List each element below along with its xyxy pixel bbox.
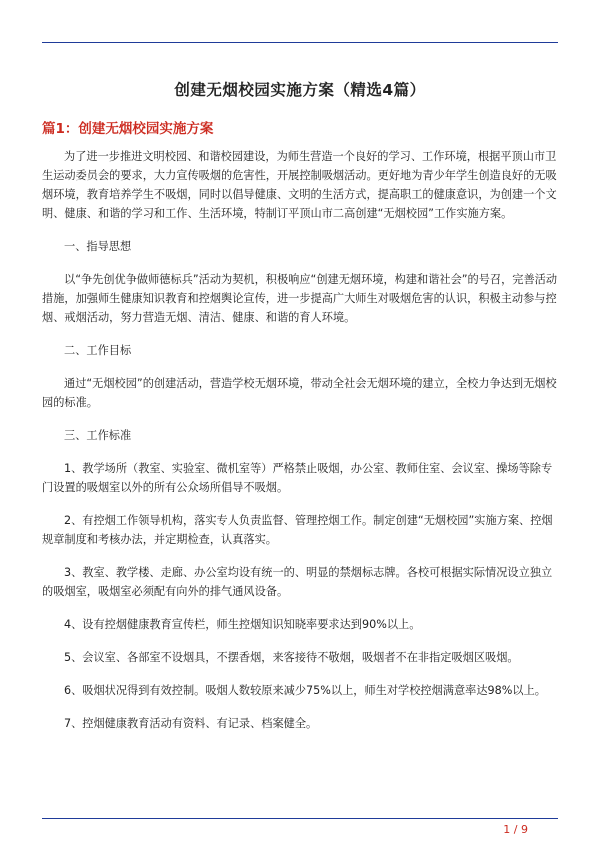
page-number: 1 / 9 <box>503 823 528 836</box>
document-body <box>42 147 562 747</box>
standard-item-6: 6、吸烟状况得到有效控制。吸烟人数较原来减少75%以上，师生对学校控烟满意率达98%以上。 <box>64 684 546 697</box>
standard-item-2: 2、有控烟工作领导机构，落实专人负责监督、管理控烟工作。制定创建“无烟校园”实施方案、控烟规章制度和考核办法，并定期检查，认真落实。 <box>42 514 553 546</box>
footer-rule <box>42 818 558 819</box>
standard-item-3: 3、教室、教学楼、走廊、办公室均设有统一的、明显的禁烟标志牌。各校可根据实际情况设立独立的吸烟室，吸烟室必须配有向外的排气通风设备。 <box>42 566 553 598</box>
standard-item-1: 1、教学场所（教室、实验室、微机室等）严格禁止吸烟，办公室、教师住室、会议室、操场等除专门设置的吸烟室以外的所有公众场所倡导不吸烟。 <box>42 462 553 494</box>
heading-work-goal: 二、工作目标 <box>64 344 132 357</box>
section-title: 篇1：创建无烟校园实施方案 <box>42 121 214 137</box>
paragraph-work-goal: 通过“无烟校园”的创建活动，营造学校无烟环境，带动全社会无烟环境的建立，全校力争达到无烟校园的标准。 <box>42 377 557 409</box>
heading-work-standard: 三、工作标准 <box>64 429 132 442</box>
standard-item-7: 7、控烟健康教育活动有资料、有记录、档案健全。 <box>64 717 318 730</box>
paragraph-intro: 为了进一步推进文明校园、和谐校园建设，为师生营造一个良好的学习、工作环境，根据平顶山市卫生运动委员会的要求，大力宣传吸烟的危害性，开展控制吸烟活动。更好地为青少年学生创造良好的无吸烟环境，教育培养学生不吸烟，同时以倡导健康、文明的生活方式，提高职工的健康意识，为创建一个文明、健康、和谐的学习和工作、生活环境，特制订平顶山市二高创建“无烟校园”工作实施方案。 <box>42 150 557 220</box>
standard-item-4: 4、设有控烟健康教育宣传栏，师生控烟知识知晓率要求达到90%以上。 <box>64 618 421 631</box>
heading-guiding-principle: 一、指导思想 <box>64 240 132 253</box>
paragraph-guiding-principle: 以“争先创优争做师德标兵”活动为契机，积极响应“创建无烟环境，构建和谐社会”的号召，完善活动措施，加强师生健康知识教育和控烟舆论宣传，进一步提高广大师生对吸烟危害的认识，积极主动参与控烟、戒烟活动，努力营造无烟、清洁、健康、和谐的育人环境。 <box>42 273 558 324</box>
standard-item-5: 5、会议室、各部室不设烟具，不摆香烟，来客接待不敬烟，吸烟者不在非指定吸烟区吸烟。 <box>64 651 519 664</box>
header-rule <box>42 42 558 43</box>
document-title: 创建无烟校园实施方案（精选4篇） <box>174 81 426 99</box>
